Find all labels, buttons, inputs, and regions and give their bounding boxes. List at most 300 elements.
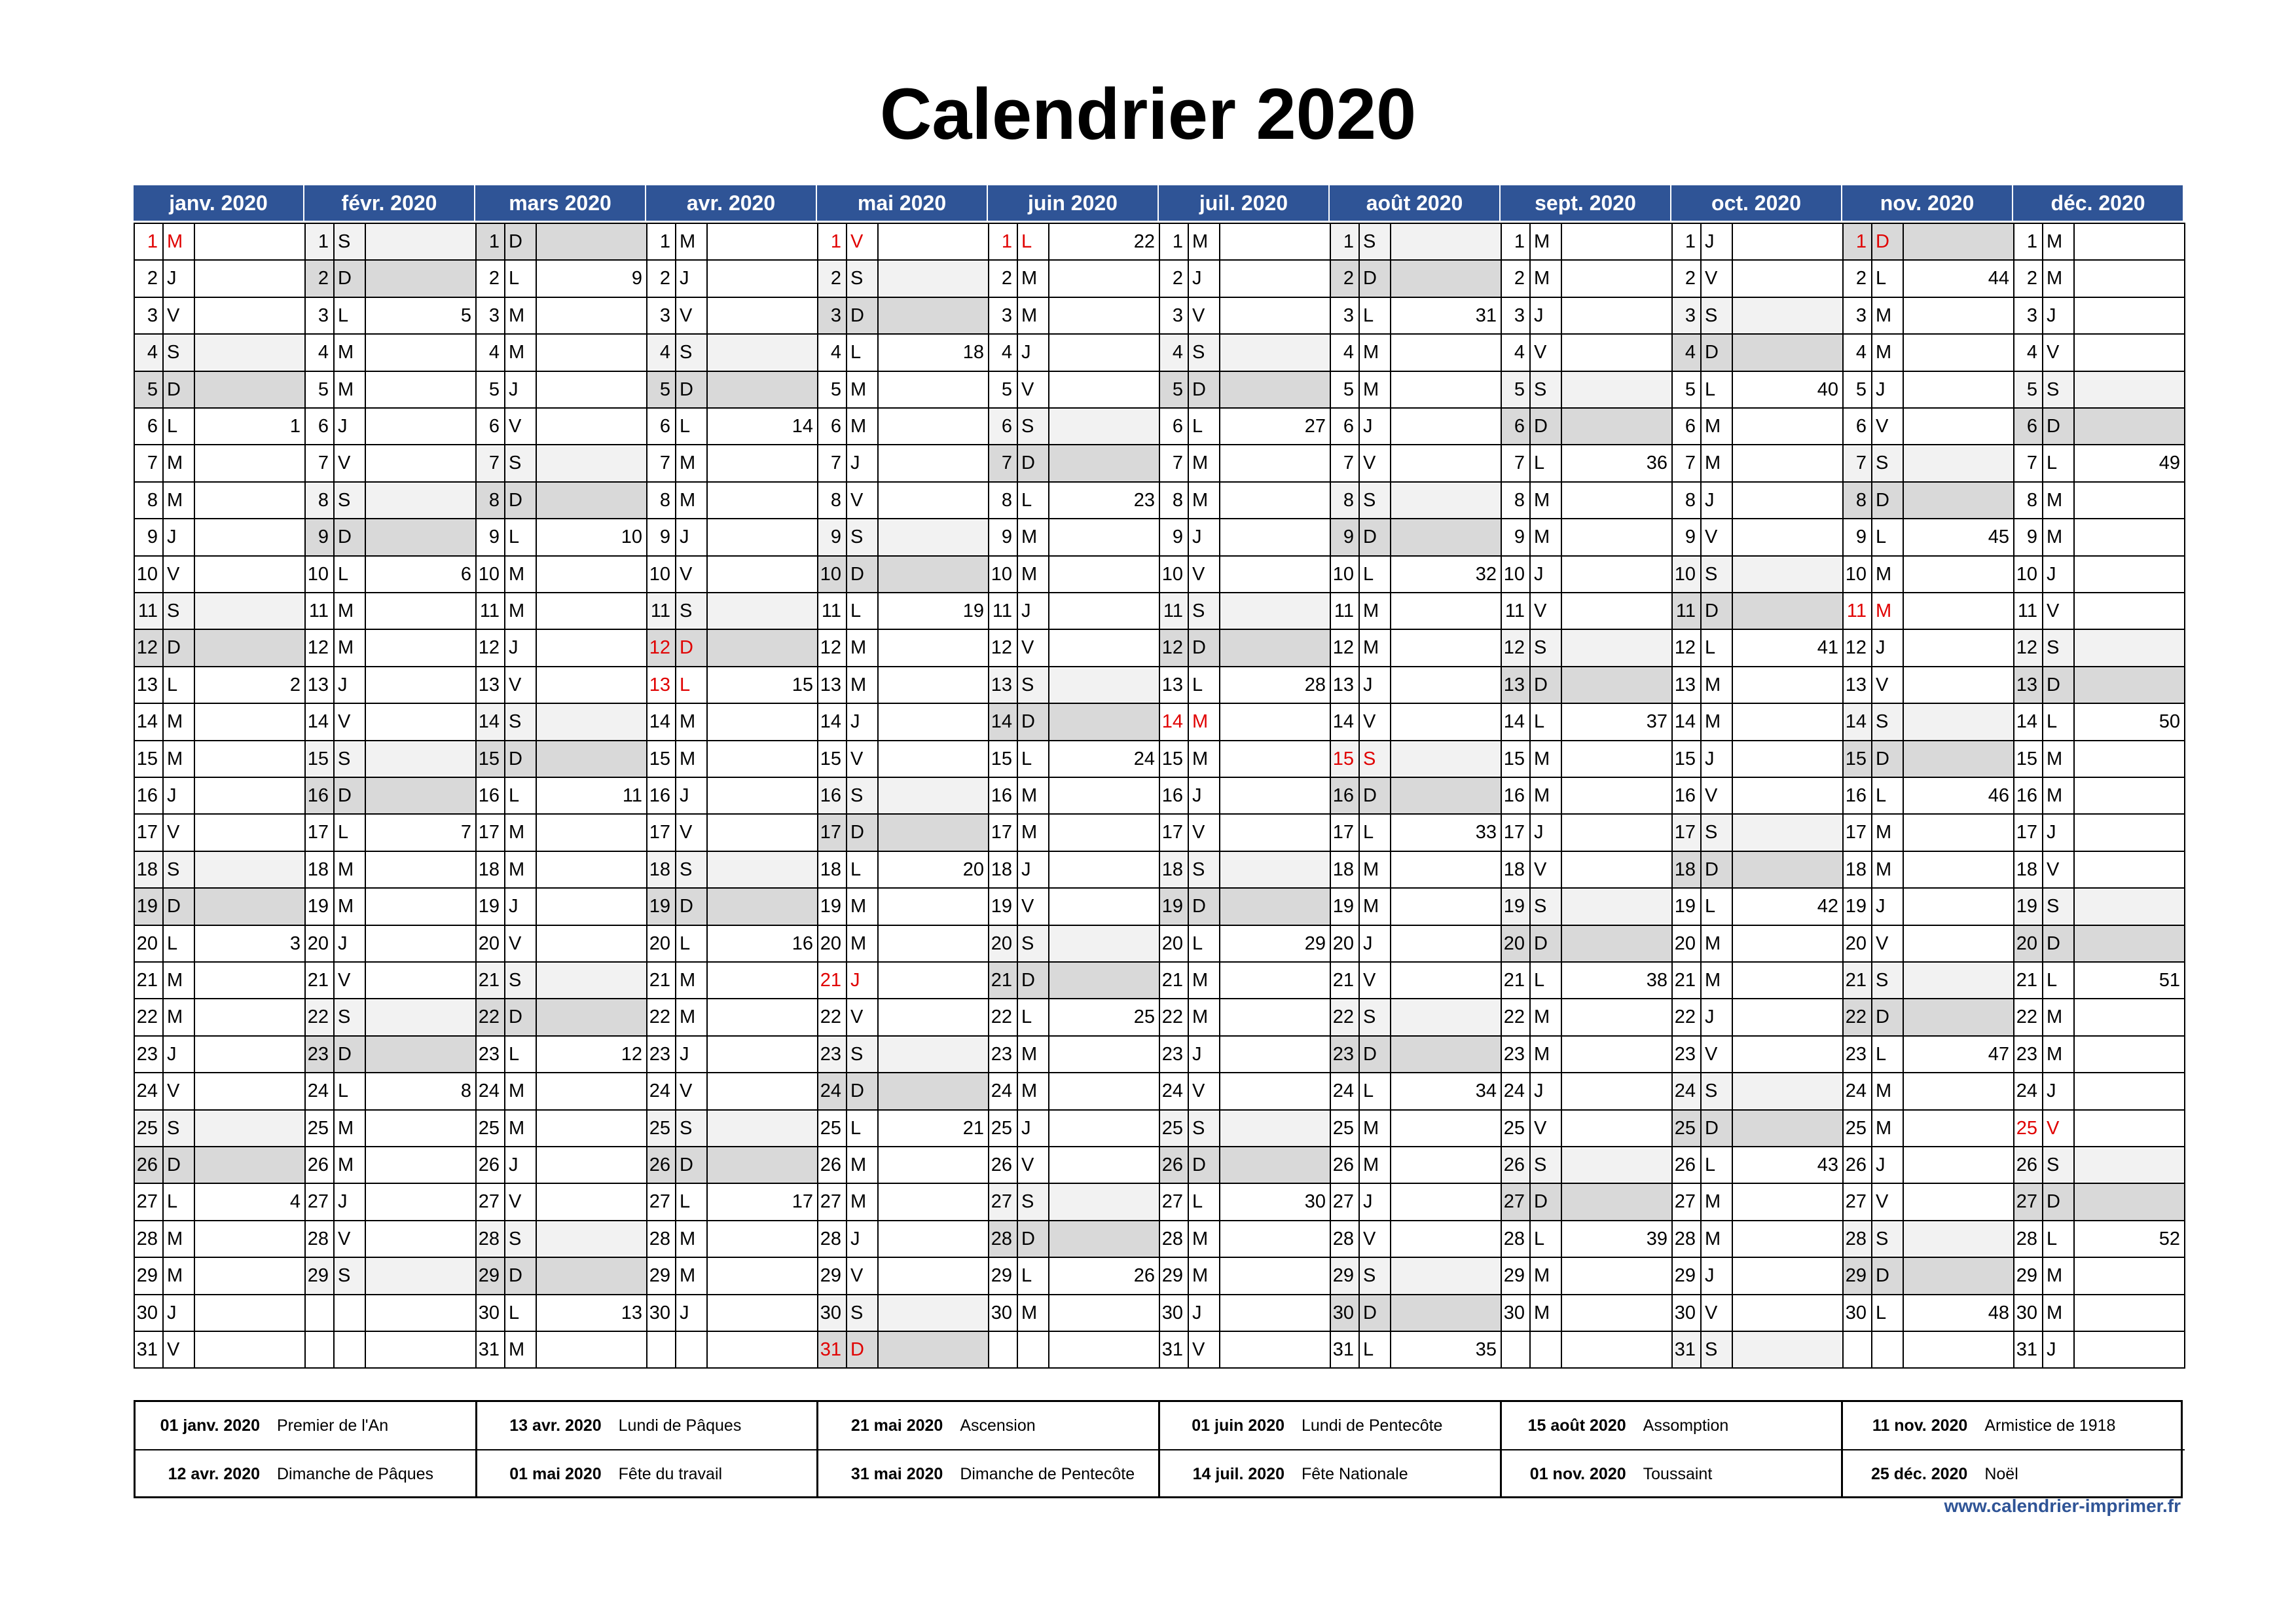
- weekday-letter: M: [504, 297, 537, 335]
- day-number: 31: [475, 1331, 505, 1369]
- weekday-letter: S: [333, 481, 366, 519]
- day-note-cell: [1903, 1331, 2014, 1369]
- day-note-cell: [1390, 998, 1502, 1036]
- weekday-letter: J: [1529, 1072, 1562, 1110]
- holiday-entry: [1502, 1449, 1842, 1498]
- day-number: [1501, 1331, 1531, 1369]
- day-number: 28: [988, 1220, 1018, 1258]
- weekday-letter: S: [1358, 998, 1391, 1036]
- day-number: 28: [1501, 1220, 1531, 1258]
- day-number: 10: [646, 555, 676, 593]
- day-note-cell: [1561, 998, 1673, 1036]
- weekday-letter: [1017, 1331, 1049, 1369]
- holiday-name: Noël: [1984, 1465, 2018, 1483]
- week-number: 33: [1390, 813, 1502, 851]
- day-note-cell: [2073, 555, 2185, 593]
- day-number: 18: [1671, 851, 1702, 889]
- weekday-letter: L: [1529, 961, 1562, 999]
- day-number: 15: [1159, 740, 1189, 778]
- day-number: 13: [1501, 666, 1531, 704]
- day-note-cell: [365, 961, 477, 999]
- weekday-letter: S: [675, 851, 708, 889]
- website-link[interactable]: www.calendrier-imprimer.fr: [1944, 1496, 2181, 1516]
- day-number: 25: [134, 1109, 164, 1147]
- day-number: 10: [2013, 555, 2043, 593]
- day-note-cell: [2073, 259, 2185, 297]
- weekday-letter: S: [675, 1109, 708, 1147]
- day-number: 26: [1671, 1146, 1702, 1184]
- day-note-cell: [194, 1146, 306, 1184]
- day-number: 26: [304, 1146, 335, 1184]
- day-note-cell: [536, 555, 647, 593]
- day-note-cell: [1561, 1035, 1673, 1073]
- day-note-cell: [2073, 1331, 2185, 1369]
- weekday-letter: J: [2042, 555, 2075, 593]
- weekday-letter: J: [333, 925, 366, 963]
- day-note-cell: [1732, 961, 1844, 999]
- day-note-cell: [1732, 1109, 1844, 1147]
- day-number: 11: [817, 592, 847, 630]
- holiday-entry: [818, 1402, 1158, 1449]
- week-number: 28: [1219, 666, 1331, 704]
- day-number: 22: [1330, 998, 1360, 1036]
- weekday-letter: V: [1871, 925, 1904, 963]
- day-note-cell: [877, 887, 989, 925]
- day-number: 6: [475, 407, 505, 445]
- day-note-cell: [1048, 555, 1160, 593]
- day-note-cell: [194, 297, 306, 335]
- week-number: 6: [365, 555, 477, 593]
- weekday-letter: J: [675, 259, 708, 297]
- day-note-cell: [1390, 333, 1502, 371]
- day-note-cell: [1732, 592, 1844, 630]
- day-number: 14: [1159, 703, 1189, 741]
- weekday-letter: D: [675, 371, 708, 409]
- weekday-letter: D: [1529, 666, 1562, 704]
- weekday-letter: M: [162, 1220, 195, 1258]
- week-number: 41: [1732, 629, 1844, 667]
- weekday-letter: M: [1188, 1257, 1220, 1295]
- day-number: 15: [1501, 740, 1531, 778]
- day-note-cell: [536, 925, 647, 963]
- weekday-letter: D: [162, 887, 195, 925]
- day-number: 30: [1159, 1294, 1189, 1332]
- weekday-letter: D: [1871, 481, 1904, 519]
- day-number: 20: [2013, 925, 2043, 963]
- weekday-letter: L: [1188, 925, 1220, 963]
- weekday-letter: M: [504, 1072, 537, 1110]
- day-note-cell: [1048, 1294, 1160, 1332]
- day-number: 19: [1842, 887, 1872, 925]
- weekday-letter: V: [1017, 887, 1049, 925]
- day-note-cell: [706, 851, 818, 889]
- day-note-cell: [1561, 813, 1673, 851]
- weekday-letter: J: [504, 629, 537, 667]
- weekday-letter: M: [1529, 1257, 1562, 1295]
- weekday-letter: S: [162, 851, 195, 889]
- day-number: 11: [1330, 592, 1360, 630]
- weekday-letter: V: [846, 481, 879, 519]
- day-number: 8: [1159, 481, 1189, 519]
- weekday-letter: V: [162, 813, 195, 851]
- weekday-letter: M: [1529, 223, 1562, 261]
- day-number: 11: [134, 592, 164, 630]
- day-number: 15: [1671, 740, 1702, 778]
- day-note-cell: [365, 1183, 477, 1221]
- day-number: 4: [1842, 333, 1872, 371]
- day-number: 16: [1501, 777, 1531, 815]
- day-number: 19: [2013, 887, 2043, 925]
- weekday-letter: M: [1700, 1183, 1733, 1221]
- day-number: 29: [817, 1257, 847, 1295]
- day-number: 8: [817, 481, 847, 519]
- weekday-letter: D: [1529, 925, 1562, 963]
- day-note-cell: [1903, 666, 2014, 704]
- weekday-letter: L: [162, 407, 195, 445]
- weekday-letter: M: [333, 1109, 366, 1147]
- day-number: 26: [134, 1146, 164, 1184]
- weekday-letter: M: [1188, 703, 1220, 741]
- weekday-letter: J: [162, 1294, 195, 1332]
- weekday-letter: M: [1871, 851, 1904, 889]
- weekday-letter: L: [162, 1183, 195, 1221]
- day-number: 13: [134, 666, 164, 704]
- weekday-letter: M: [1017, 1294, 1049, 1332]
- day-number: 28: [134, 1220, 164, 1258]
- weekday-letter: V: [333, 703, 366, 741]
- holiday-entry: [818, 1449, 1158, 1498]
- weekday-letter: V: [675, 1072, 708, 1110]
- day-note-cell: [1048, 407, 1160, 445]
- day-number: 25: [2013, 1109, 2043, 1147]
- day-number: 3: [817, 297, 847, 335]
- day-note-cell: [1390, 592, 1502, 630]
- day-number: 14: [1330, 703, 1360, 741]
- day-number: 31: [1159, 1331, 1189, 1369]
- weekday-letter: V: [333, 444, 366, 482]
- day-note-cell: [877, 555, 989, 593]
- day-note-cell: [365, 223, 477, 261]
- day-note-cell: [2073, 777, 2185, 815]
- day-number: 9: [134, 518, 164, 556]
- weekday-letter: L: [1871, 518, 1904, 556]
- day-note-cell: [1732, 1220, 1844, 1258]
- holiday-date: 12 avr. 2020: [168, 1465, 260, 1483]
- day-number: 15: [304, 740, 335, 778]
- day-note-cell: [1903, 592, 2014, 630]
- weekday-letter: D: [162, 629, 195, 667]
- day-number: 22: [817, 998, 847, 1036]
- day-note-cell: [1048, 1146, 1160, 1184]
- day-note-cell: [1048, 1183, 1160, 1221]
- day-number: 10: [1842, 555, 1872, 593]
- weekday-letter: S: [846, 1294, 879, 1332]
- day-number: 5: [1159, 371, 1189, 409]
- day-number: 12: [1159, 629, 1189, 667]
- day-number: 30: [817, 1294, 847, 1332]
- day-note-cell: [706, 998, 818, 1036]
- weekday-letter: J: [1017, 851, 1049, 889]
- weekday-letter: J: [1529, 813, 1562, 851]
- weekday-letter: M: [333, 887, 366, 925]
- day-note-cell: [2073, 925, 2185, 963]
- day-note-cell: [194, 444, 306, 482]
- day-note-cell: [877, 629, 989, 667]
- day-note-cell: [1903, 1146, 2014, 1184]
- day-note-cell: [1903, 223, 2014, 261]
- day-number: 7: [646, 444, 676, 482]
- day-note-cell: [1903, 961, 2014, 999]
- day-note-cell: [1561, 1109, 1673, 1147]
- weekday-letter: L: [2042, 961, 2075, 999]
- day-number: 16: [646, 777, 676, 815]
- day-number: 6: [134, 407, 164, 445]
- weekday-letter: J: [333, 407, 366, 445]
- holiday-date: 13 avr. 2020: [509, 1416, 602, 1435]
- weekday-letter: [333, 1294, 366, 1332]
- day-note-cell: [1048, 444, 1160, 482]
- day-number: 2: [304, 259, 335, 297]
- weekday-letter: [1529, 1331, 1562, 1369]
- holiday-name: Armistice de 1918: [1984, 1416, 2116, 1435]
- day-number: 1: [1842, 223, 1872, 261]
- page-title: Calendrier 2020: [879, 74, 1417, 155]
- weekday-letter: V: [1871, 407, 1904, 445]
- weekday-letter: S: [1017, 666, 1049, 704]
- day-number: 7: [1501, 444, 1531, 482]
- day-note-cell: [1903, 1072, 2014, 1110]
- day-note-cell: [194, 1331, 306, 1369]
- holiday-column: [1843, 1402, 2185, 1496]
- day-number: 23: [2013, 1035, 2043, 1073]
- weekday-letter: J: [1700, 740, 1733, 778]
- weekday-letter: J: [504, 1146, 537, 1184]
- weekday-letter: M: [1358, 1146, 1391, 1184]
- day-note-cell: [536, 1146, 647, 1184]
- weekday-letter: M: [504, 851, 537, 889]
- day-number: 29: [2013, 1257, 2043, 1295]
- day-number: 12: [475, 629, 505, 667]
- day-note-cell: [1561, 555, 1673, 593]
- day-number: 12: [1671, 629, 1702, 667]
- week-number: 3: [194, 925, 306, 963]
- holiday-date: 25 déc. 2020: [1870, 1465, 1968, 1483]
- day-number: [304, 1294, 335, 1332]
- day-note-cell: [1390, 223, 1502, 261]
- day-number: 26: [1159, 1146, 1189, 1184]
- day-number: 14: [475, 703, 505, 741]
- day-number: 11: [2013, 592, 2043, 630]
- weekday-letter: L: [333, 1072, 366, 1110]
- day-number: 3: [988, 297, 1018, 335]
- weekday-letter: M: [2042, 998, 2075, 1036]
- weekday-letter: M: [504, 555, 537, 593]
- day-number: 16: [475, 777, 505, 815]
- day-number: 19: [304, 887, 335, 925]
- day-note-cell: [1561, 407, 1673, 445]
- day-number: 15: [817, 740, 847, 778]
- week-number: 36: [1561, 444, 1673, 482]
- day-note-cell: [1048, 666, 1160, 704]
- weekday-letter: D: [675, 1146, 708, 1184]
- day-note-cell: [1903, 1220, 2014, 1258]
- day-note-cell: [706, 1072, 818, 1110]
- weekday-letter: M: [675, 444, 708, 482]
- weekday-letter: V: [1358, 961, 1391, 999]
- week-number: 48: [1903, 1294, 2014, 1332]
- day-number: 29: [1330, 1257, 1360, 1295]
- day-number: 18: [1159, 851, 1189, 889]
- day-note-cell: [1048, 1220, 1160, 1258]
- day-note-cell: [536, 813, 647, 851]
- weekday-letter: V: [1358, 703, 1391, 741]
- weekday-letter: V: [162, 555, 195, 593]
- day-number: 27: [1330, 1183, 1360, 1221]
- week-number: 14: [706, 407, 818, 445]
- day-note-cell: [1219, 1294, 1331, 1332]
- weekday-letter: M: [333, 1146, 366, 1184]
- day-note-cell: [877, 481, 989, 519]
- day-note-cell: [536, 333, 647, 371]
- weekday-letter: D: [1700, 592, 1733, 630]
- day-number: 30: [475, 1294, 505, 1332]
- day-note-cell: [1561, 740, 1673, 778]
- weekday-letter: L: [162, 925, 195, 963]
- day-number: 3: [134, 297, 164, 335]
- weekday-letter: S: [675, 333, 708, 371]
- day-note-cell: [1732, 259, 1844, 297]
- weekday-letter: M: [1700, 407, 1733, 445]
- day-note-cell: [1048, 703, 1160, 741]
- holiday-name: Fête Nationale: [1302, 1465, 1408, 1483]
- day-number: 26: [1501, 1146, 1531, 1184]
- day-number: 3: [1501, 297, 1531, 335]
- day-note-cell: [1219, 961, 1331, 999]
- weekday-letter: M: [846, 925, 879, 963]
- day-number: 14: [1501, 703, 1531, 741]
- day-note-cell: [1219, 592, 1331, 630]
- day-note-cell: [877, 1035, 989, 1073]
- day-note-cell: [536, 1220, 647, 1258]
- day-note-cell: [1561, 1257, 1673, 1295]
- day-number: 12: [646, 629, 676, 667]
- weekday-letter: L: [2042, 1220, 2075, 1258]
- day-number: 8: [304, 481, 335, 519]
- day-number: 24: [475, 1072, 505, 1110]
- day-number: 13: [817, 666, 847, 704]
- weekday-letter: S: [846, 518, 879, 556]
- day-number: 23: [646, 1035, 676, 1073]
- weekday-letter: V: [1700, 1035, 1733, 1073]
- weekday-letter: L: [504, 1294, 537, 1332]
- weekday-letter: V: [333, 1220, 366, 1258]
- day-note-cell: [194, 555, 306, 593]
- day-note-cell: [877, 444, 989, 482]
- day-number: 13: [304, 666, 335, 704]
- day-number: 21: [1842, 961, 1872, 999]
- weekday-letter: S: [1700, 555, 1733, 593]
- day-note-cell: [1390, 259, 1502, 297]
- day-number: 6: [1330, 407, 1360, 445]
- weekday-letter: L: [675, 666, 708, 704]
- weekday-letter: S: [1529, 887, 1562, 925]
- day-number: 5: [1671, 371, 1702, 409]
- holiday-name: Lundi de Pentecôte: [1302, 1416, 1443, 1435]
- day-note-cell: [194, 481, 306, 519]
- weekday-letter: L: [1358, 1331, 1391, 1369]
- weekday-letter: D: [504, 223, 537, 261]
- day-number: 19: [475, 887, 505, 925]
- weekday-letter: J: [162, 1035, 195, 1073]
- week-number: 9: [536, 259, 647, 297]
- weekday-letter: L: [1700, 371, 1733, 409]
- weekday-letter: M: [1017, 259, 1049, 297]
- day-note-cell: [706, 740, 818, 778]
- weekday-letter: S: [2042, 887, 2075, 925]
- day-note-cell: [1561, 887, 1673, 925]
- day-number: 26: [988, 1146, 1018, 1184]
- weekday-letter: S: [1871, 703, 1904, 741]
- weekday-letter: D: [846, 813, 879, 851]
- weekday-letter: V: [504, 1183, 537, 1221]
- day-note-cell: [194, 1257, 306, 1295]
- weekday-letter: M: [1358, 1109, 1391, 1147]
- day-note-cell: [1219, 333, 1331, 371]
- day-note-cell: [365, 407, 477, 445]
- day-number: 23: [1671, 1035, 1702, 1073]
- day-number: 5: [988, 371, 1018, 409]
- day-note-cell: [2073, 666, 2185, 704]
- day-number: 3: [1159, 297, 1189, 335]
- weekday-letter: S: [162, 1109, 195, 1147]
- weekday-letter: L: [1871, 1035, 1904, 1073]
- day-note-cell: [1732, 851, 1844, 889]
- day-note-cell: [1048, 297, 1160, 335]
- day-number: 14: [646, 703, 676, 741]
- day-note-cell: [2073, 297, 2185, 335]
- day-note-cell: [1732, 1331, 1844, 1369]
- weekday-letter: S: [2042, 629, 2075, 667]
- day-number: 20: [817, 925, 847, 963]
- weekday-letter: J: [1188, 1294, 1220, 1332]
- day-number: 12: [817, 629, 847, 667]
- day-note-cell: [536, 1183, 647, 1221]
- day-note-cell: [1903, 371, 2014, 409]
- weekday-letter: L: [1700, 1146, 1733, 1184]
- day-note-cell: [1390, 961, 1502, 999]
- day-note-cell: [2073, 1294, 2185, 1332]
- day-number: 31: [817, 1331, 847, 1369]
- day-number: 31: [1330, 1331, 1360, 1369]
- day-note-cell: [1219, 371, 1331, 409]
- day-number: 27: [988, 1183, 1018, 1221]
- day-note-cell: [1561, 371, 1673, 409]
- weekday-letter: S: [1358, 223, 1391, 261]
- weekday-letter: S: [1188, 1109, 1220, 1147]
- day-note-cell: [1048, 887, 1160, 925]
- day-note-cell: [1219, 740, 1331, 778]
- day-note-cell: [1561, 592, 1673, 630]
- weekday-letter: S: [1700, 1331, 1733, 1369]
- day-note-cell: [706, 371, 818, 409]
- day-number: 19: [1671, 887, 1702, 925]
- weekday-letter: M: [333, 851, 366, 889]
- day-note-cell: [1048, 592, 1160, 630]
- day-number: 22: [304, 998, 335, 1036]
- weekday-letter: L: [846, 592, 879, 630]
- day-note-cell: [365, 1109, 477, 1147]
- weekday-letter: D: [1700, 1109, 1733, 1147]
